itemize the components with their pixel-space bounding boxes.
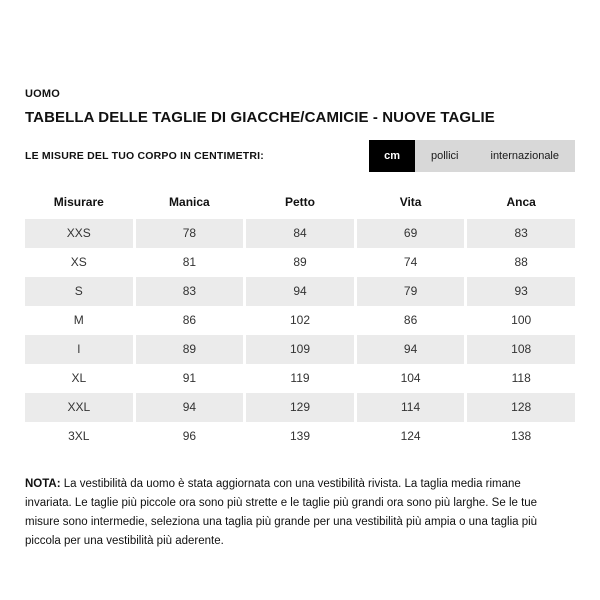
unit-toggle	[369, 140, 575, 172]
measure-value: 86	[403, 313, 418, 327]
measure-value: 69	[357, 219, 465, 248]
measure-value: 124	[400, 429, 421, 443]
table-row-XXL	[25, 393, 575, 422]
measure-value: 102	[289, 313, 310, 327]
measure-value: 79	[357, 277, 465, 306]
fit-note-text: La vestibilità da uomo è stata aggiornata con una vestibilità rivista. La taglia media rimane invariata. Le taglie più piccole ora sono più strette e le taglie più grandi ora sono più larghe. Se le tue misure sono intermedie, seleziona una taglia più grande per una vestibilità più ampia o una taglia più piccola per una vestibilità più aderente.	[25, 478, 538, 547]
measure-value: 109	[246, 335, 354, 364]
measure-value: 129	[246, 393, 354, 422]
measure-value: 118	[511, 371, 531, 385]
column-header-petto: Petto	[284, 195, 315, 209]
measure-value: 89	[136, 335, 244, 364]
subtitle-row	[25, 140, 575, 172]
measure-value: 86	[182, 313, 197, 327]
size-label: M	[73, 313, 84, 327]
measure-value: 139	[289, 429, 310, 443]
measure-value: 100	[511, 313, 532, 327]
measure-value: 83	[136, 277, 244, 306]
measure-value: 128	[467, 393, 575, 422]
measure-value: 138	[511, 429, 532, 443]
size-label: XL	[71, 371, 87, 385]
measure-value: 78	[136, 219, 244, 248]
table-row-XL	[25, 364, 575, 393]
measure-value: 88	[514, 255, 528, 269]
measure-value: 114	[357, 393, 465, 422]
page-title: TABELLA DELLE TAGLIE DI GIACCHE/CAMICIE - NUOVE TAGLIE	[25, 109, 495, 126]
column-header-anca: Anca	[506, 195, 536, 209]
fit-note-label: NOTA:	[25, 478, 61, 490]
size-label: XXL	[25, 393, 133, 422]
measure-value: 94	[136, 393, 244, 422]
measure-value: 119	[290, 371, 310, 385]
size-table-body	[25, 219, 575, 451]
table-row-S	[25, 277, 575, 306]
table-row-3XL	[25, 422, 575, 451]
measure-value: 104	[400, 371, 421, 385]
unit-option-pollici[interactable]: pollici	[415, 140, 475, 172]
column-header-manica: Manica	[169, 195, 210, 209]
table-row-XS	[25, 248, 575, 277]
table-row-M	[25, 306, 575, 335]
category-label: UOMO	[25, 88, 61, 100]
size-label: XS	[70, 255, 87, 269]
measure-value: 74	[403, 255, 418, 269]
unit-option-cm[interactable]: cm	[369, 140, 415, 172]
column-header-misurare: Misurare	[53, 195, 104, 209]
size-label: 3XL	[68, 429, 90, 443]
measure-value: 84	[246, 219, 354, 248]
column-header-vita: Vita	[399, 195, 422, 209]
size-table-header-row	[25, 189, 575, 215]
measure-value: 93	[467, 277, 575, 306]
measure-value: 91	[182, 371, 197, 385]
measure-value: 96	[182, 429, 197, 443]
size-label: XXS	[25, 219, 133, 248]
table-row-l	[25, 335, 575, 364]
size-label: S	[25, 277, 133, 306]
unit-option-internazionale[interactable]: internazionale	[475, 140, 576, 172]
fit-note	[25, 475, 560, 551]
measure-value: 94	[357, 335, 465, 364]
body-measures-subtitle: LE MISURE DEL TUO CORPO IN CENTIMETRI:	[25, 150, 264, 162]
measure-value: 108	[467, 335, 575, 364]
measure-value: 81	[182, 255, 197, 269]
measure-value: 94	[246, 277, 354, 306]
measure-value: 89	[293, 255, 307, 269]
table-row-XXS	[25, 219, 575, 248]
size-label: l	[25, 335, 133, 364]
measure-value: 83	[467, 219, 575, 248]
size-table	[25, 189, 575, 451]
